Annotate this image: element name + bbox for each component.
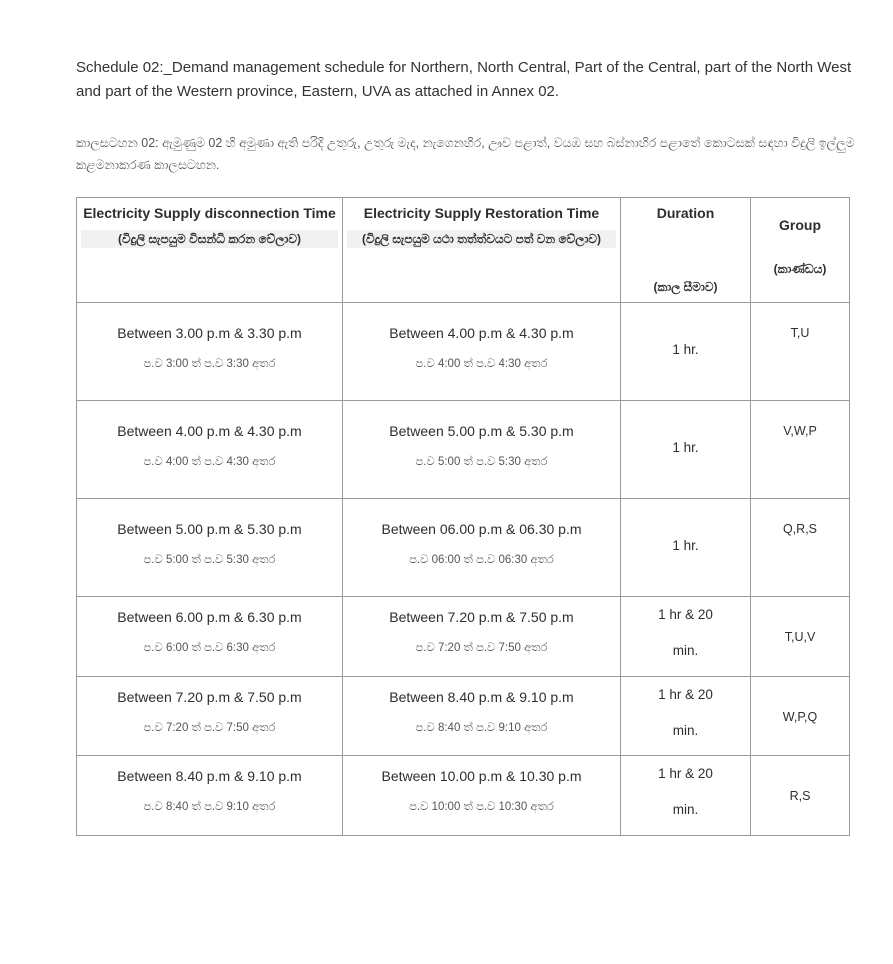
- duration-cell: [621, 677, 751, 756]
- header-disconnection-time: [77, 198, 343, 303]
- group-cell: [751, 303, 850, 401]
- restore-cell: [343, 756, 621, 836]
- duration-value-line2: min.: [672, 643, 699, 658]
- group-cell: [751, 401, 850, 499]
- group-value: R,S: [789, 789, 811, 803]
- group-value: W,P,Q: [782, 710, 818, 724]
- header-group-en: Group: [779, 217, 821, 233]
- header-group-si: (කාණ්ඩය): [773, 262, 827, 276]
- disconnect-time-si: ප.ව 6:00 ත් ප.ව 6:30 අතර: [143, 642, 276, 654]
- restore-time-en: Between 7.20 p.m & 7.50 p.m: [389, 609, 574, 625]
- header-restoration-en: Electricity Supply Restoration Time: [363, 205, 600, 221]
- duration-value: 1 hr.: [672, 342, 699, 357]
- header-disconnection-si: (විදුලි සැපයුම විසන්ධි කරන වේලාව): [81, 230, 338, 248]
- duration-cell: [621, 303, 751, 401]
- group-value: Q,R,S: [782, 522, 818, 536]
- restore-time-si: ප.ව 06:00 ත් ප.ව 06:30 අතර: [409, 554, 554, 566]
- restore-time-si: ප.ව 10:00 ත් ප.ව 10:30 අතර: [409, 801, 554, 813]
- duration-cell: [621, 401, 751, 499]
- group-cell: [751, 756, 850, 836]
- restore-cell: [343, 499, 621, 597]
- disconnect-cell: [77, 499, 343, 597]
- group-value: T,U,V: [784, 630, 816, 644]
- disconnect-time-en: Between 6.00 p.m & 6.30 p.m: [117, 609, 302, 625]
- restore-cell: [343, 401, 621, 499]
- header-duration: [621, 198, 751, 303]
- duration-value-line1: 1 hr & 20: [658, 607, 713, 622]
- disconnect-cell: [77, 303, 343, 401]
- disconnect-cell: [77, 597, 343, 677]
- group-value: V,W,P: [783, 424, 817, 438]
- disconnect-cell: [77, 401, 343, 499]
- disconnect-time-si: ප.ව 3:00 ත් ප.ව 3:30 අතර: [143, 358, 276, 370]
- duration-value-line1: 1 hr & 20: [658, 766, 713, 781]
- schedule-heading-sinhala: කාලසටහන 02: ඇමුණුම 02 හි අමුණා ඇති පරිදි උතුරු, උතුරු මැද, නැගෙනහිර, ඌව පළාත්, වයඹ සහ බස්නාහිර පළාතේ කොටසක් සඳහා විදුලි ඉල්ලුම කළමනාකරණ කාලසටහන.: [76, 136, 855, 172]
- schedule-table: [76, 197, 850, 836]
- disconnect-time-si: ප.ව 5:00 ත් ප.ව 5:30 අතර: [143, 554, 276, 566]
- table-row: [77, 677, 850, 756]
- table-header-row: [77, 198, 850, 303]
- header-restoration-si: (විදුලි සැපයුම යථා තත්ත්වයට පත් වන වේලාව): [347, 230, 616, 248]
- duration-value-line2: min.: [672, 723, 699, 738]
- restore-time-si: ප.ව 8:40 ත් ප.ව 9:10 අතර: [415, 722, 548, 734]
- duration-cell: [621, 499, 751, 597]
- restore-time-en: Between 5.00 p.m & 5.30 p.m: [389, 423, 574, 439]
- table-row: [77, 499, 850, 597]
- duration-value: 1 hr.: [672, 538, 699, 553]
- restore-time-si: ප.ව 5:00 ත් ප.ව 5:30 අතර: [415, 456, 548, 468]
- disconnect-time-en: Between 5.00 p.m & 5.30 p.m: [117, 521, 302, 537]
- duration-value-line1: 1 hr & 20: [658, 687, 713, 702]
- restore-time-en: Between 10.00 p.m & 10.30 p.m: [381, 768, 582, 784]
- table-row: [77, 756, 850, 836]
- header-duration-en: Duration: [656, 205, 715, 221]
- disconnect-cell: [77, 756, 343, 836]
- duration-value-line2: min.: [672, 802, 699, 817]
- schedule-heading-english: Schedule 02:_Demand management schedule for Northern, North Central, Part of the Central, part of the North West and part of the Western province, Eastern, UVA as attached in Annex 02.: [76, 59, 852, 100]
- disconnect-time-en: Between 8.40 p.m & 9.10 p.m: [117, 768, 302, 784]
- duration-cell: [621, 597, 751, 677]
- duration-cell: [621, 756, 751, 836]
- restore-cell: [343, 303, 621, 401]
- disconnect-cell: [77, 677, 343, 756]
- disconnect-time-si: ප.ව 7:20 ත් ප.ව 7:50 අතර: [143, 722, 276, 734]
- disconnect-time-si: ප.ව 4:00 ත් ප.ව 4:30 අතර: [143, 456, 276, 468]
- header-disconnection-en: Electricity Supply disconnection Time: [83, 205, 336, 221]
- group-cell: [751, 597, 850, 677]
- restore-time-en: Between 4.00 p.m & 4.30 p.m: [389, 325, 574, 341]
- table-row: [77, 303, 850, 401]
- header-group: [751, 198, 850, 303]
- group-value: T,U: [790, 326, 810, 340]
- table-row: [77, 597, 850, 677]
- disconnect-time-si: ප.ව 8:40 ත් ප.ව 9:10 අතර: [143, 801, 276, 813]
- disconnect-time-en: Between 3.00 p.m & 3.30 p.m: [117, 325, 302, 341]
- disconnect-time-en: Between 7.20 p.m & 7.50 p.m: [117, 689, 302, 705]
- restore-cell: [343, 597, 621, 677]
- header-restoration-time: [343, 198, 621, 303]
- group-cell: [751, 677, 850, 756]
- disconnect-time-en: Between 4.00 p.m & 4.30 p.m: [117, 423, 302, 439]
- restore-time-en: Between 8.40 p.m & 9.10 p.m: [389, 689, 574, 705]
- group-cell: [751, 499, 850, 597]
- restore-cell: [343, 677, 621, 756]
- restore-time-en: Between 06.00 p.m & 06.30 p.m: [381, 521, 582, 537]
- restore-time-si: ප.ව 7:20 ත් ප.ව 7:50 අතර: [415, 642, 548, 654]
- header-duration-si: (කාල සීමාව): [653, 280, 718, 294]
- duration-value: 1 hr.: [672, 440, 699, 455]
- table-row: [77, 401, 850, 499]
- restore-time-si: ප.ව 4:00 ත් ප.ව 4:30 අතර: [415, 358, 548, 370]
